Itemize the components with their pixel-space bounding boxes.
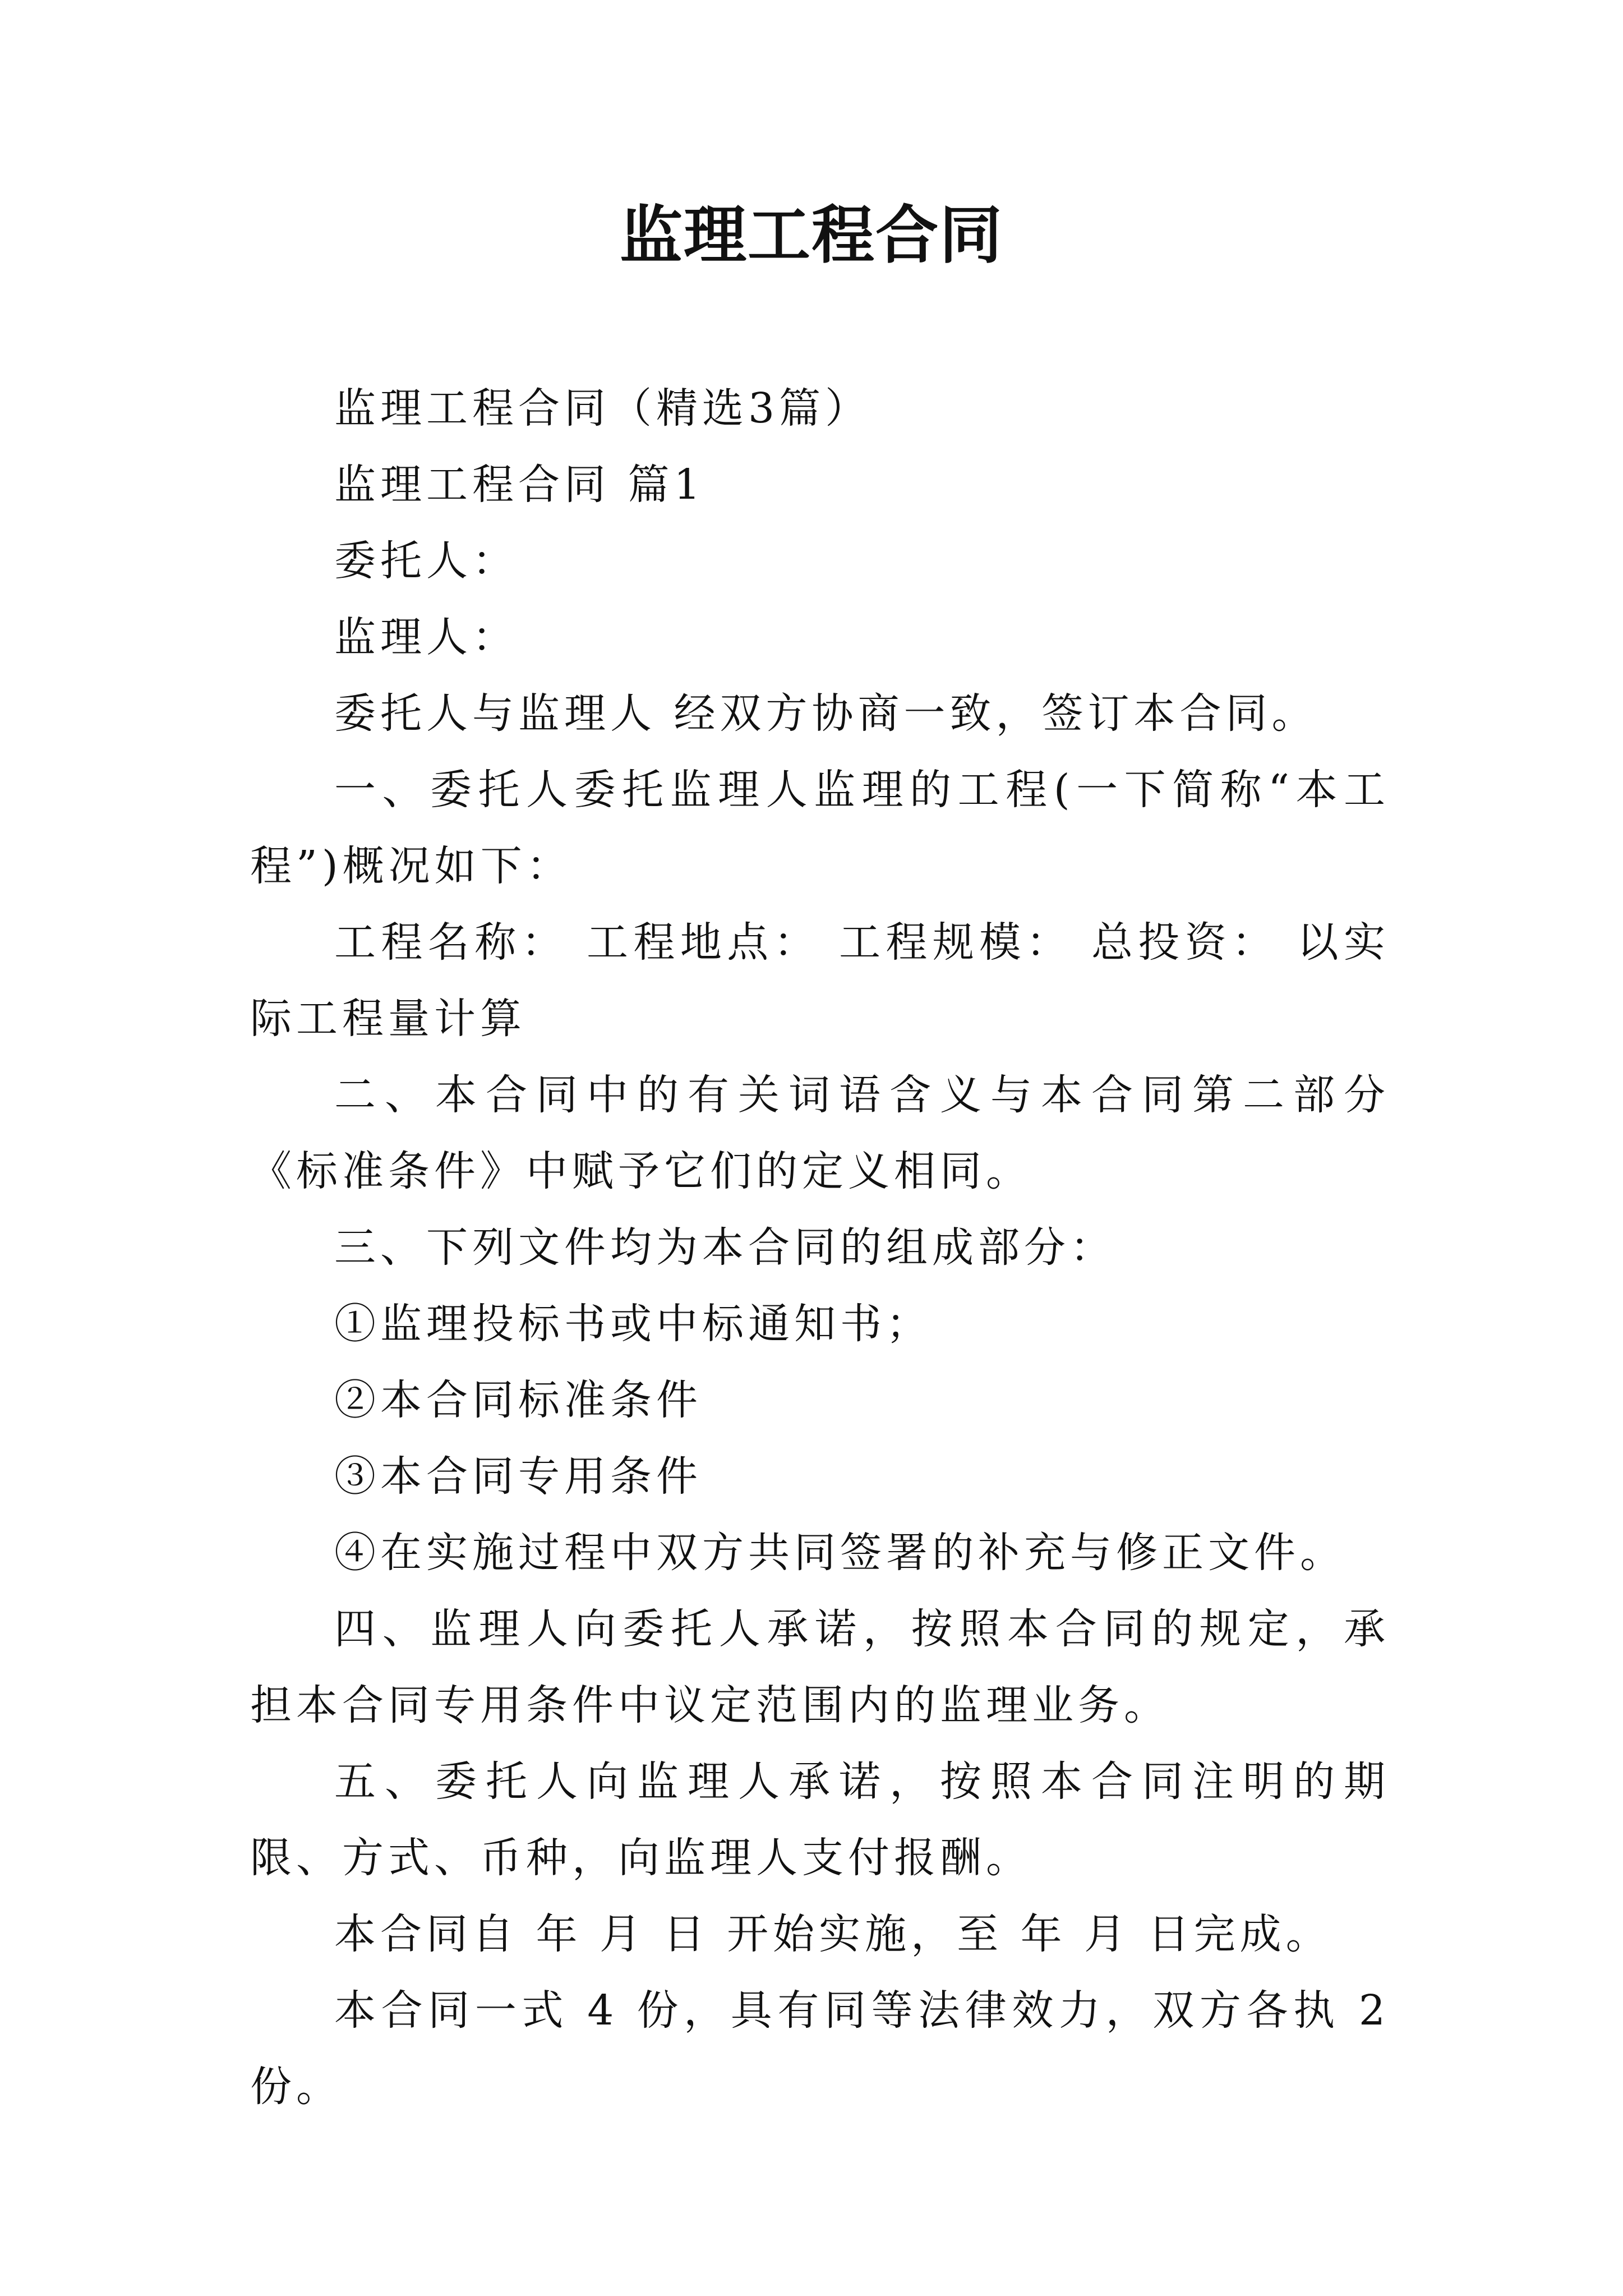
- document-title: 监理工程合同: [620, 199, 1003, 272]
- paragraph-clause-5: 五、委托人向监理人承诺，按照本合同注明的期限、方式、币种，向监理人支付报酬。: [250, 1757, 1390, 1882]
- paragraph-clause-2: 二、本合同中的有关词语含义与本合同第二部分《标准条件》中赋予它们的定义相同。: [250, 1071, 1390, 1195]
- paragraph-list-item-2: ②本合同标准条件: [334, 1376, 702, 1424]
- paragraph-clause-4: 四、监理人向委托人承诺，按照本合同的规定，承担本合同专用条件中议定范围内的监理业务。: [250, 1605, 1390, 1729]
- paragraph-copies: 本合同一式 4 份，具有同等法律效力，双方各执 2 份。: [250, 1986, 1390, 2111]
- paragraph-list-item-3: ③本合同专用条件: [334, 1452, 702, 1501]
- paragraph-term: 本合同自 年 月 日 开始实施，至 年 月 日完成。: [334, 1910, 1332, 1958]
- paragraph-agreement: 委托人与监理人 经双方协商一致，签订本合同。: [334, 689, 1318, 738]
- paragraph-clause-3: 三、下列文件均为本合同的组成部分：: [334, 1223, 1116, 1272]
- document-body: [250, 370, 1390, 2125]
- paragraph-client: 委托人：: [334, 537, 518, 585]
- paragraph-project-info: 工程名称： 工程地点： 工程规模： 总投资： 以实际工程量计算: [250, 918, 1390, 1043]
- paragraph-section-heading: 监理工程合同 篇1: [334, 461, 705, 509]
- paragraph-list-item-4: ④在实施过程中双方共同签署的补充与修正文件。: [334, 1529, 1346, 1577]
- paragraph-supervisor: 监理人：: [334, 613, 518, 661]
- paragraph-subtitle: 监理工程合同（精选3篇）: [334, 384, 872, 432]
- paragraph-clause-1: 一、委托人委托监理人监理的工程(一下简称“本工程”)概况如下：: [250, 766, 1390, 890]
- paragraph-list-item-1: ①监理投标书或中标通知书；: [334, 1300, 932, 1348]
